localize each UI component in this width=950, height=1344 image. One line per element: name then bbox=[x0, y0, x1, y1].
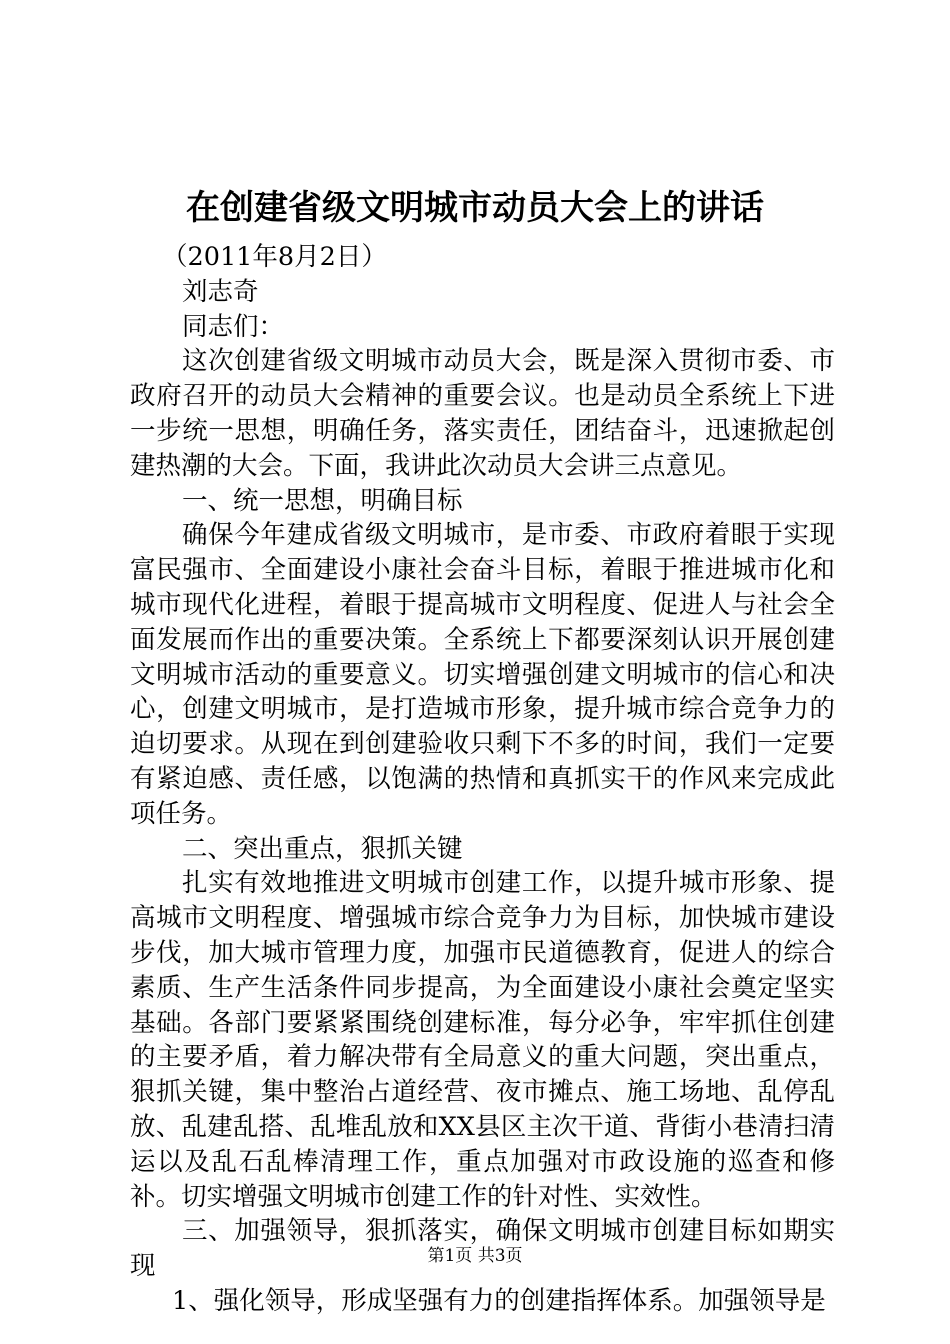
section-heading-1: 一、统一思想，明确目标 bbox=[182, 485, 463, 516]
document-body bbox=[130, 240, 835, 1319]
paragraph-section-2: 扎实有效地推进文明城市创建工作，以提升城市形象、提高城市文明程度、增强城市综合竞争力为目标，加快城市建设步伐，加大城市管理力度，加强市民道德教育，促进人的综合素质、生产生活条件同步提高，为全面建设小康社会奠定坚实基础。各部门要紧紧围绕创建标准，每分必争，牢牢抓住创建的主要矛盾，着力解决带有全局意义的重大问题，突出重点，狠抓关键，集中整治占道经营、夜市摊点、施工场地、乱停乱放、乱建乱搭、乱堆乱放和XX县区主次干道、背街小巷清扫清运以及乱石乱棒清理工作，重点加强对市政设施的巡查和修补。切实增强文明城市创建工作的针对性、实效性。 bbox=[130, 868, 835, 1212]
paragraph-section-3-item-1: 1、强化领导，形成坚强有力的创建指挥体系。加强领导是 bbox=[172, 1285, 826, 1316]
section-heading-3: 三、加强领导，狠抓落实，确保文明城市创建目标如期实现 bbox=[130, 1216, 835, 1282]
paragraph-section-1: 确保今年建成省级文明城市，是市委、市政府着眼于实现富民强市、全面建设小康社会奋斗目标，着眼于推进城市化和城市现代化进程，着眼于提高城市文明程度、促进人与社会全面发展而作出的重要决策。全系统上下都要深刻认识开展创建文明城市活动的重要意义。切实增强创建文明城市的信心和决心，创建文明城市，是打造城市形象，提升城市综合竞争力的迫切要求。从现在到创建验收只剩下不多的时间，我们一定要有紧迫感、责任感，以饱满的热情和真抓实干的作风来完成此项任务。 bbox=[130, 520, 835, 829]
speech-author: 刘志奇 bbox=[182, 276, 259, 307]
paragraph-intro: 这次创建省级文明城市动员大会，既是深入贯彻市委、市政府召开的动员大会精神的重要会议。也是动员全系统上下进一步统一思想，明确任务，落实责任，团结奋斗，迅速掀起创建热潮的大会。下面，我讲此次动员大会讲三点意见。 bbox=[130, 346, 835, 481]
salutation: 同志们： bbox=[182, 311, 285, 342]
section-heading-2: 二、突出重点，狠抓关键 bbox=[182, 833, 463, 864]
speech-date: （2011年8月2日） bbox=[162, 242, 387, 272]
document-title: 在创建省级文明城市动员大会上的讲话 bbox=[186, 188, 764, 228]
page-number: 第1页 共3页 bbox=[427, 1246, 523, 1266]
